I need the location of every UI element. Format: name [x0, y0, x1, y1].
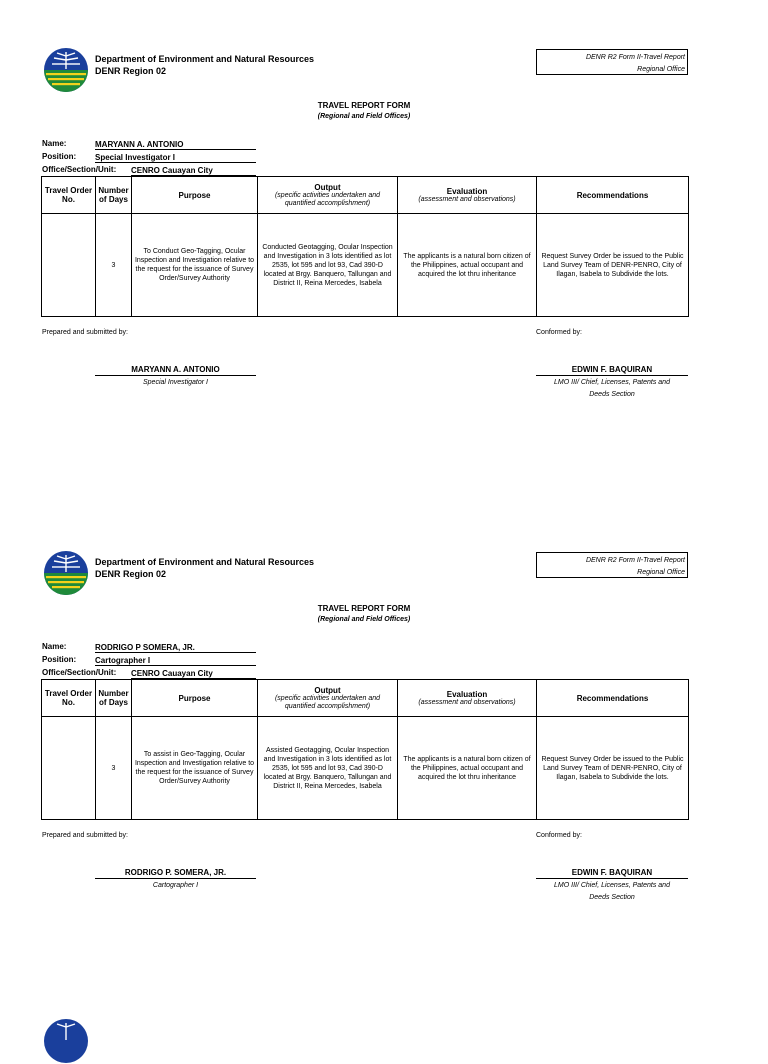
header-recommendations: Recommendations — [576, 693, 649, 703]
org-region: DENR Region 02 — [95, 569, 167, 579]
cell-travel-order — [42, 717, 95, 819]
travel-report-table — [41, 679, 689, 820]
position-value: Cartographer I — [95, 655, 256, 666]
prepared-label: Prepared and submitted by: — [42, 832, 128, 839]
prepared-label: Prepared and submitted by: — [42, 329, 128, 336]
cell-evaluation: The applicants is a natural born citizen of the Philippines, actual occupant and acquired the lot thru inheritance — [403, 755, 531, 781]
office-value: CENRO Cauayan City — [131, 165, 256, 176]
header-purpose: Purpose — [178, 693, 211, 703]
office-label: Office/Section/Unit: — [42, 165, 117, 174]
preparer-name: RODRIGO P. SOMERA, JR. — [95, 867, 256, 879]
form-subtitle: (Regional and Field Offices) — [317, 113, 411, 120]
name-label: Name: — [42, 642, 67, 651]
header-number-of-days: Number of Days — [98, 689, 129, 707]
header-output: Output (specific activities undertaken and quantified accomplishment) — [274, 685, 381, 710]
cell-number-of-days: 3 — [111, 764, 116, 772]
org-region: DENR Region 02 — [95, 66, 167, 76]
header-number-of-days: Number of Days — [98, 186, 129, 204]
cell-evaluation: The applicants is a natural born citizen of the Philippines, actual occupant and acquired the lot thru inheritance — [403, 252, 531, 278]
form-code: DENR R2 Form II-Travel Report — [585, 54, 685, 61]
header-evaluation: Evaluation (assessment and observations) — [418, 689, 516, 706]
office-value: CENRO Cauayan City — [131, 668, 256, 679]
cell-purpose: To assist in Geo-Tagging, Ocular Inspection and Investigation relative to the request for the issuance of Survey Order/Survey Authority — [134, 751, 255, 785]
form-office: Regional Office — [637, 66, 685, 73]
form-code: DENR R2 Form II-Travel Report — [585, 557, 685, 564]
conformed-label: Conformed by: — [536, 329, 582, 336]
form-title: TRAVEL REPORT FORM — [317, 101, 411, 110]
cell-output: Conducted Geotagging, Ocular Inspection and Investigation in 3 lots identified as lot 2535, lot 595 and lot 93, Cad 390-D located at Brgy. Banquero, Tallungan and District II, Reina Mercedes, Isabela — [262, 243, 393, 287]
travel-report-table — [41, 176, 689, 317]
position-value: Special Investigator I — [95, 152, 256, 163]
form-code-box — [536, 49, 688, 75]
denr-logo — [41, 550, 91, 596]
conformer-title: LMO III/ Chief, Licenses, Patents and Deeds Section — [554, 379, 670, 398]
denr-logo-partial — [41, 1018, 91, 1064]
preparer-name: MARYANN A. ANTONIO — [95, 364, 256, 376]
travel-report-form — [0, 550, 768, 1050]
preparer-title: Special Investigator I — [143, 379, 208, 386]
preparer-title: Cartographer I — [152, 882, 199, 889]
header-travel-order: Travel Order No. — [44, 689, 93, 707]
org-name: Department of Environment and Natural Resources — [95, 557, 315, 567]
denr-logo — [41, 47, 91, 93]
form-subtitle: (Regional and Field Offices) — [317, 616, 411, 623]
header-evaluation: Evaluation (assessment and observations) — [418, 186, 516, 203]
header-purpose: Purpose — [178, 190, 211, 200]
conformer-title: LMO III/ Chief, Licenses, Patents and Deeds Section — [554, 882, 670, 901]
form-code-box — [536, 552, 688, 578]
position-label: Position: — [42, 152, 77, 161]
conformer-name: EDWIN F. BAQUIRAN — [536, 867, 688, 879]
conformed-label: Conformed by: — [536, 832, 582, 839]
office-label: Office/Section/Unit: — [42, 668, 117, 677]
position-label: Position: — [42, 655, 77, 664]
travel-report-form — [0, 47, 768, 547]
cell-number-of-days: 3 — [111, 261, 116, 269]
cell-travel-order — [42, 214, 95, 316]
name-label: Name: — [42, 139, 67, 148]
name-value: RODRIGO P SOMERA, JR. — [95, 642, 256, 653]
name-value: MARYANN A. ANTONIO — [95, 139, 256, 150]
org-name: Department of Environment and Natural Resources — [95, 54, 315, 64]
header-travel-order: Travel Order No. — [44, 186, 93, 204]
conformer-name: EDWIN F. BAQUIRAN — [536, 364, 688, 376]
header-recommendations: Recommendations — [576, 190, 649, 200]
cell-recommendations: Request Survey Order be issued to the Public Land Survey Team of DENR-PENRO, City of Ilagan, Isabela to Subdivide the lots. — [541, 755, 684, 781]
cell-purpose: To Conduct Geo-Tagging, Ocular Inspection and Investigation relative to the request for the issuance of Survey Order/Survey Authority — [134, 248, 255, 282]
form-title: TRAVEL REPORT FORM — [317, 604, 411, 613]
cell-output: Assisted Geotagging, Ocular Inspection and Investigation in 3 lots identified as lot 2535, lot 595 and lot 93, Cad 390-D located at Brgy. Banquero, Tallungan and District II, Reina Mercedes, Isabela — [263, 746, 392, 790]
cell-recommendations: Request Survey Order be issued to the Public Land Survey Team of DENR-PENRO, City of Ilagan, Isabela to Subdivide the lots. — [541, 252, 684, 278]
form-office: Regional Office — [637, 569, 685, 576]
header-output: Output (specific activities undertaken and quantified accomplishment) — [274, 182, 381, 207]
